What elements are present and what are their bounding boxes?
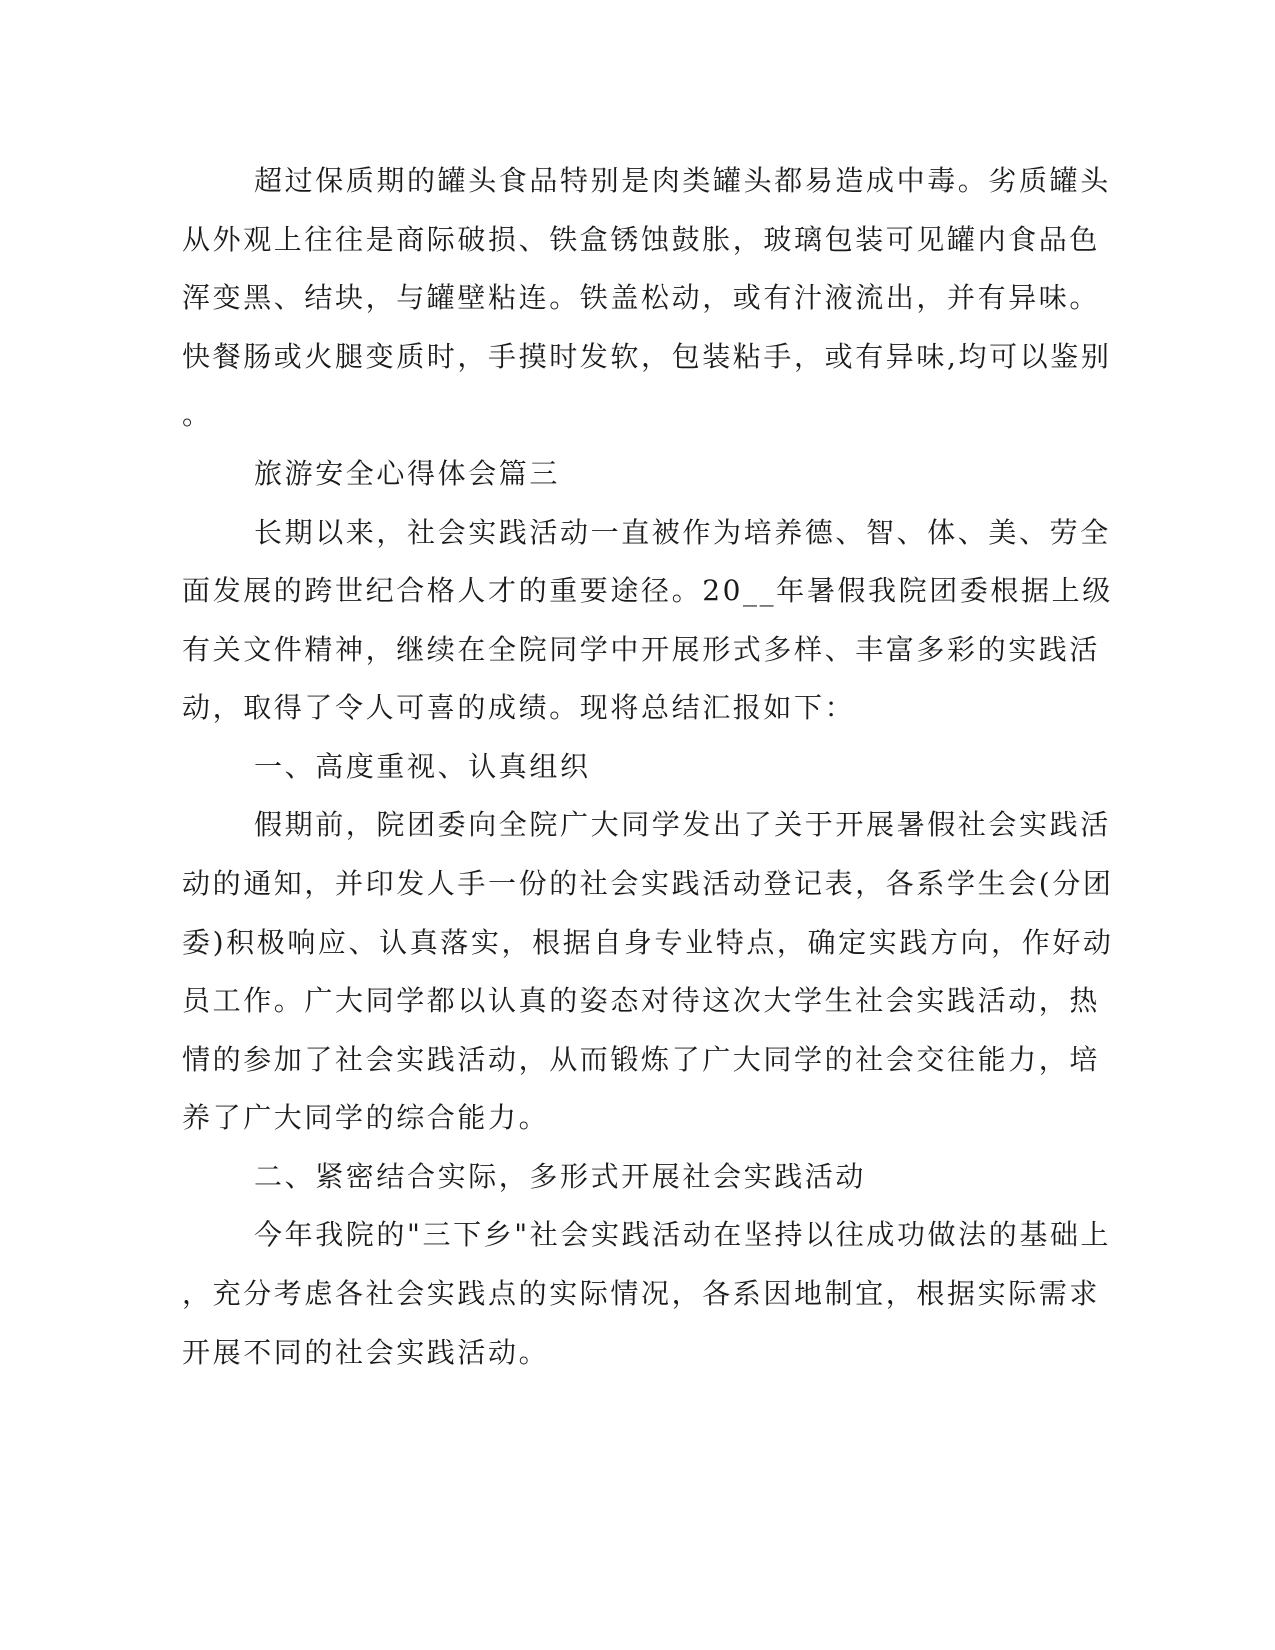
paragraph-line: 快餐肠或火腿变质时，手摸时发软，包装粘手，或有异味,均可以鉴别 <box>182 340 1112 373</box>
paragraph-line: 员工作。广大同学都以认真的姿态对待这次大学生社会实践活动，热 <box>182 984 1101 1017</box>
paragraph-line: ，充分考虑各社会实践点的实际情况，各系因地制宜，根据实际需求 <box>182 1277 1101 1310</box>
section-title: 旅游安全心得体会篇三 <box>254 457 561 490</box>
paragraph-line: 情的参加了社会实践活动，从而锻炼了广大同学的社会交往能力，培 <box>182 1043 1101 1076</box>
paragraph-line: 。 <box>182 398 213 431</box>
section-heading: 二、紧密结合实际，多形式开展社会实践活动 <box>254 1160 867 1193</box>
paragraph-line: 从外观上往往是商际破损、铁盒锈蚀鼓胀，玻璃包装可见罐内食品色 <box>182 223 1101 256</box>
paragraph-line: 长期以来，社会实践活动一直被作为培养德、智、体、美、劳全 <box>254 516 1111 549</box>
paragraph-line: 假期前，院团委向全院广大同学发出了关于开展暑假社会实践活 <box>254 808 1111 841</box>
paragraph-line: 动的通知，并印发人手一份的社会实践活动登记表，各系学生会(分团 <box>182 867 1114 900</box>
paragraph-line: 动，取得了令人可喜的成绩。现将总结汇报如下： <box>182 691 856 724</box>
section-heading: 一、高度重视、认真组织 <box>254 750 591 783</box>
paragraph-line: 面发展的跨世纪合格人才的重要途径。20__年暑假我院团委根据上级 <box>182 574 1113 607</box>
paragraph-line: 开展不同的社会实践活动。 <box>182 1336 550 1369</box>
paragraph-line: 超过保质期的罐头食品特别是肉类罐头都易造成中毒。劣质罐头 <box>254 164 1111 197</box>
paragraph-line: 今年我院的"三下乡"社会实践活动在坚持以往成功做法的基础上 <box>254 1218 1112 1251</box>
paragraph-line: 浑变黑、结块，与罐壁粘连。铁盖松动，或有汁液流出，并有异味。 <box>182 281 1101 314</box>
paragraph-line: 委)积极响应、认真落实，根据自身专业特点，确定实践方向，作好动 <box>182 926 1114 959</box>
paragraph-line: 养了广大同学的综合能力。 <box>182 1101 550 1134</box>
paragraph-line: 有关文件精神，继续在全院同学中开展形式多样、丰富多彩的实践活 <box>182 633 1101 666</box>
